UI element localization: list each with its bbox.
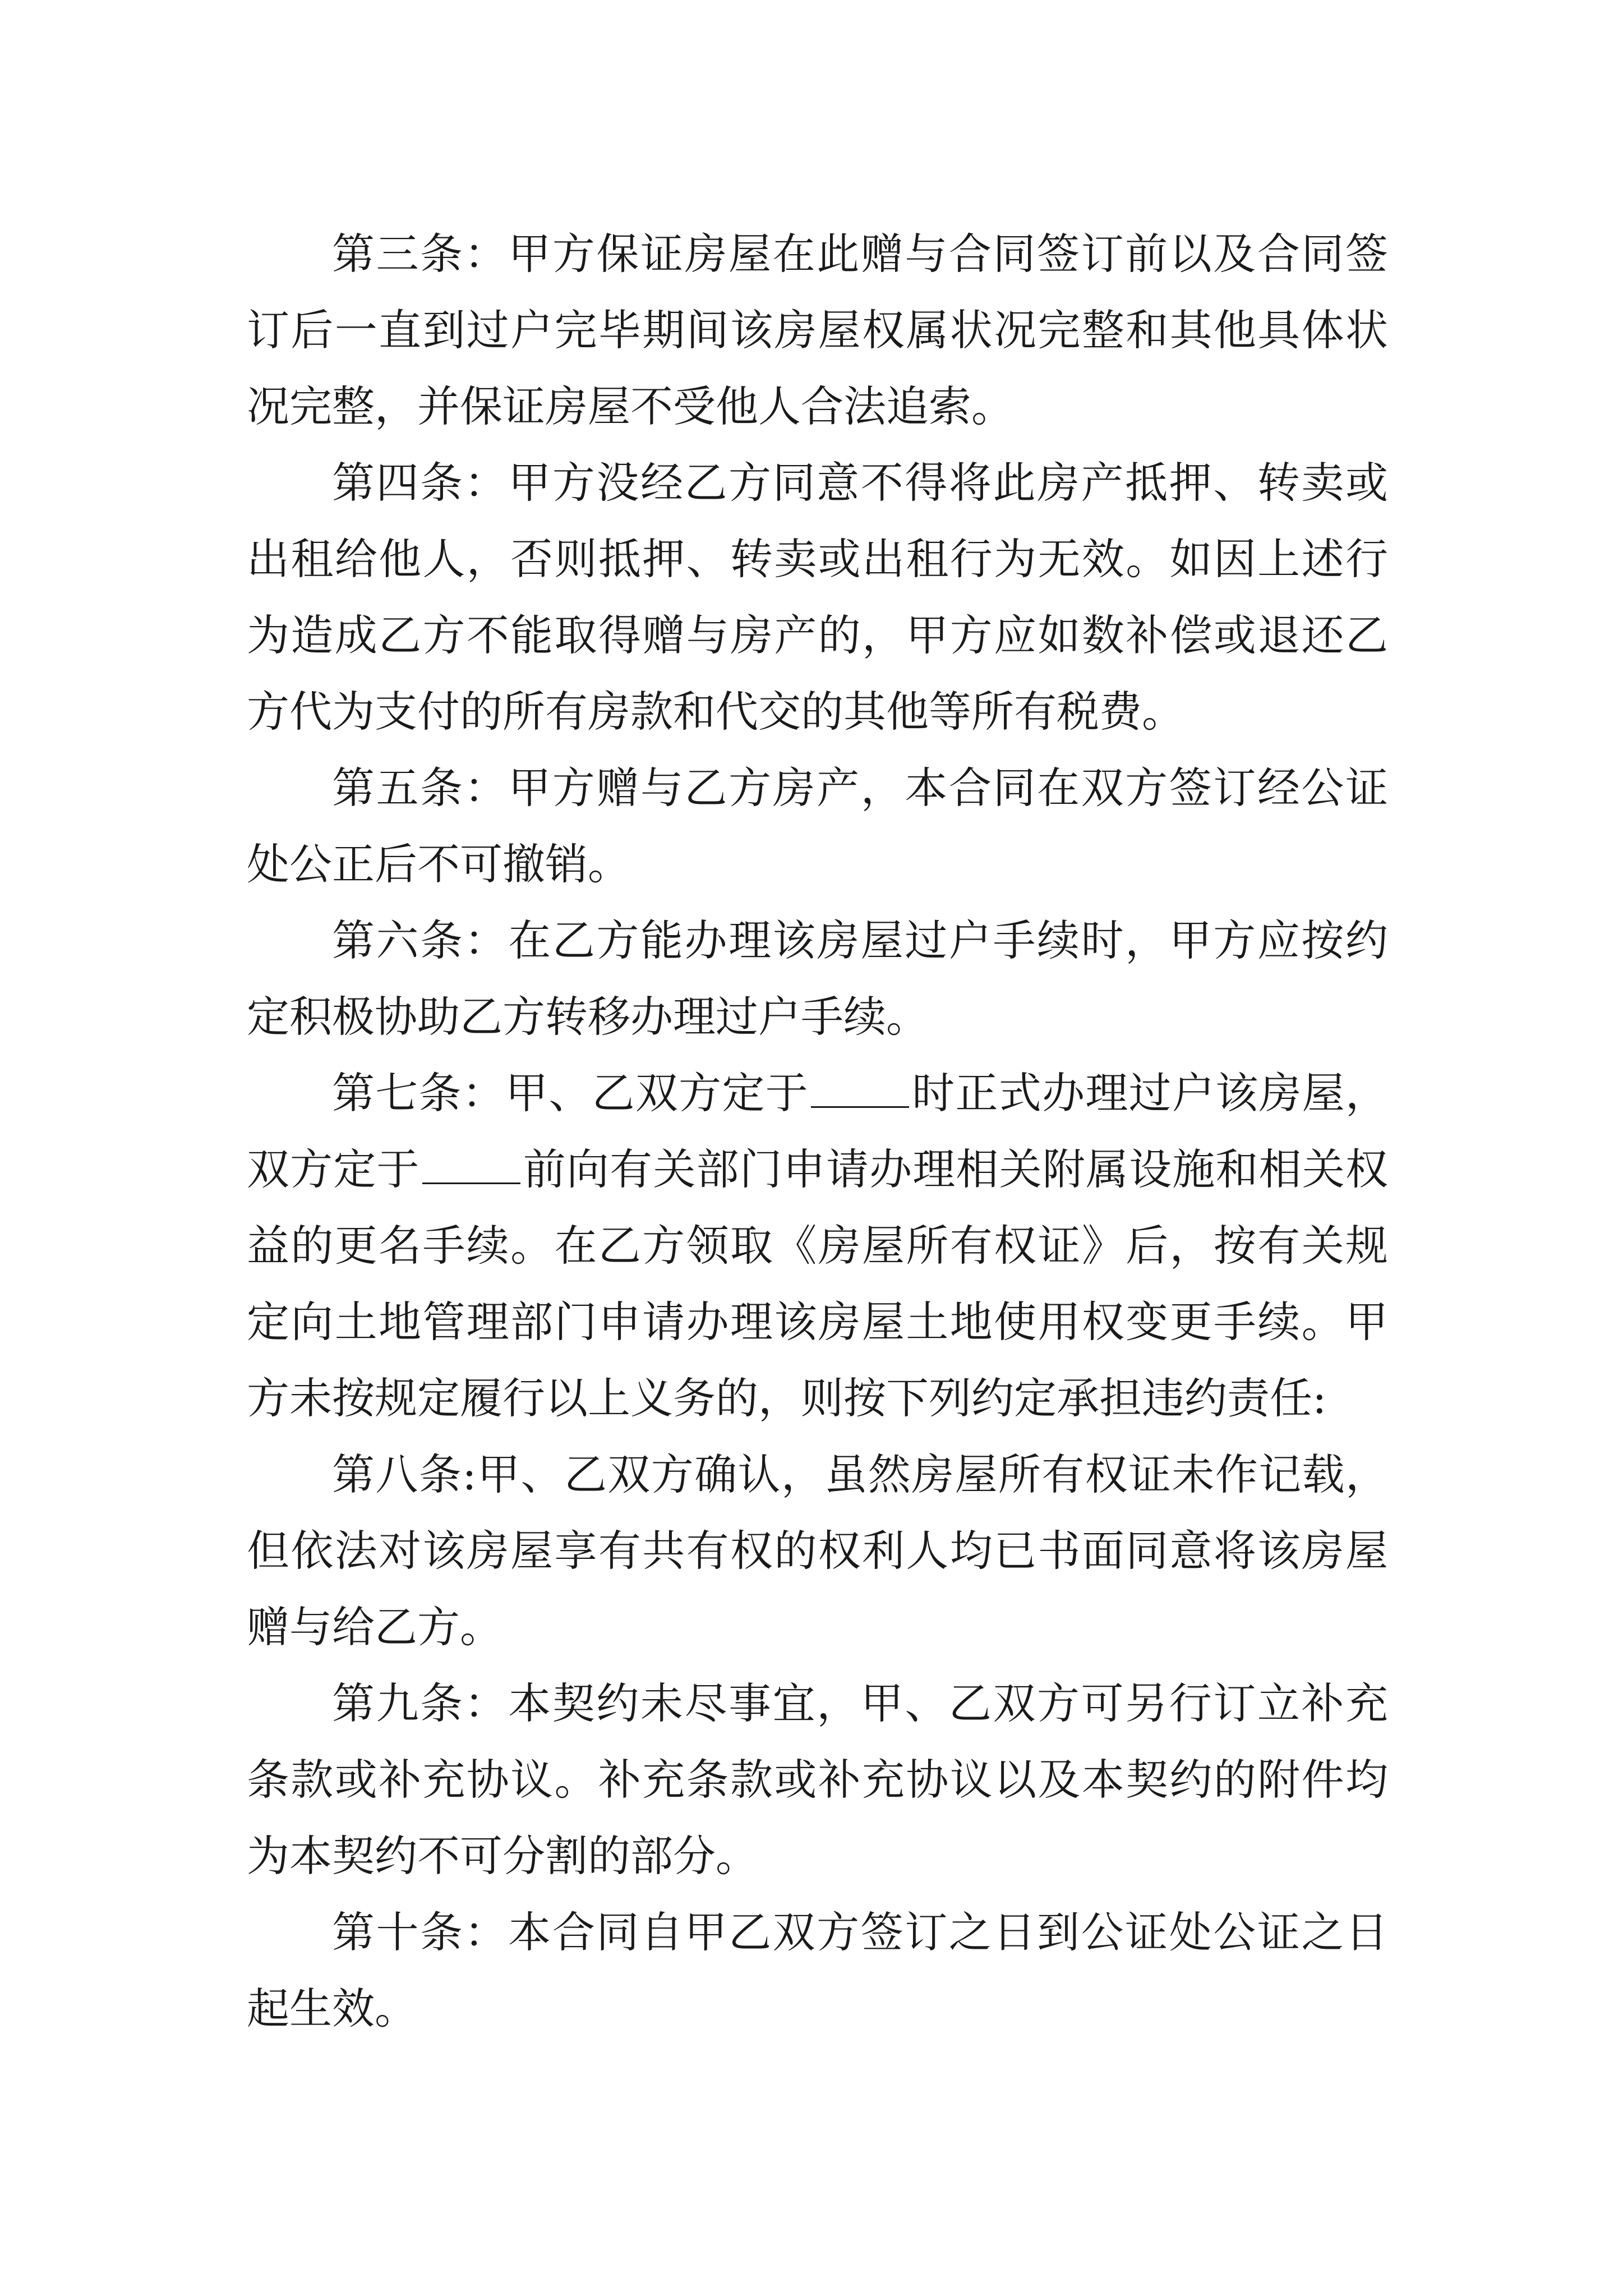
article-8-paragraph: 第八条:甲、乙双方确认，虽然房屋所有权证未作记载，但依法对该房屋享有共有权的权利人均已书面同意将该房屋赠与给乙方。: [247, 1450, 1388, 1652]
article-10-paragraph: 第十条：本合同自甲乙双方签订之日到公证处公证之日起生效。: [247, 1907, 1388, 2033]
contract-body: [247, 216, 1388, 2047]
date-blank-field-1: [811, 1073, 909, 1108]
article-7-text-part-2: 时正式办理过户该房屋，双方定于: [247, 1068, 1388, 1194]
date-blank-field-2: [422, 1149, 520, 1184]
article-4-paragraph: 第四条：甲方没经乙方同意不得将此房产抵押、转卖或出租给他人，否则抵押、转卖或出租行为无效。如因上述行为造成乙方不能取得赠与房产的，甲方应如数补偿或退还乙方代为支付的所有房款和代交的其他等所有税费。: [247, 458, 1388, 737]
article-5-paragraph: 第五条：甲方赠与乙方房产，本合同在双方签订经公证处公正后不可撤销。: [247, 763, 1388, 889]
article-7-paragraph: [247, 1055, 1388, 1437]
article-7-text-part-1: 第七条：甲、乙双方定于: [332, 1068, 809, 1118]
article-6-paragraph: 第六条：在乙方能办理该房屋过户手续时，甲方应按约定积极协助乙方转移办理过户手续。: [247, 915, 1388, 1042]
article-7-text-part-3: 前向有关部门申请办理相关附属设施和相关权益的更名手续。在乙方领取《房屋所有权证》后，按有关规定向土地管理部门申请办理该房屋土地使用权变更手续。甲方未按规定履行以上义务的，则按下列约定承担违约责任:: [247, 1144, 1389, 1423]
article-9-paragraph: 第九条：本契约未尽事宜，甲、乙双方可另行订立补充条款或补充协议。补充条款或补充协议以及本契约的附件均为本契约不可分割的部分。: [247, 1678, 1388, 1881]
article-3-paragraph: 第三条：甲方保证房屋在此赠与合同签订前以及合同签订后一直到过户完毕期间该房屋权属状况完整和其他具体状况完整，并保证房屋不受他人合法追索。: [247, 229, 1388, 431]
